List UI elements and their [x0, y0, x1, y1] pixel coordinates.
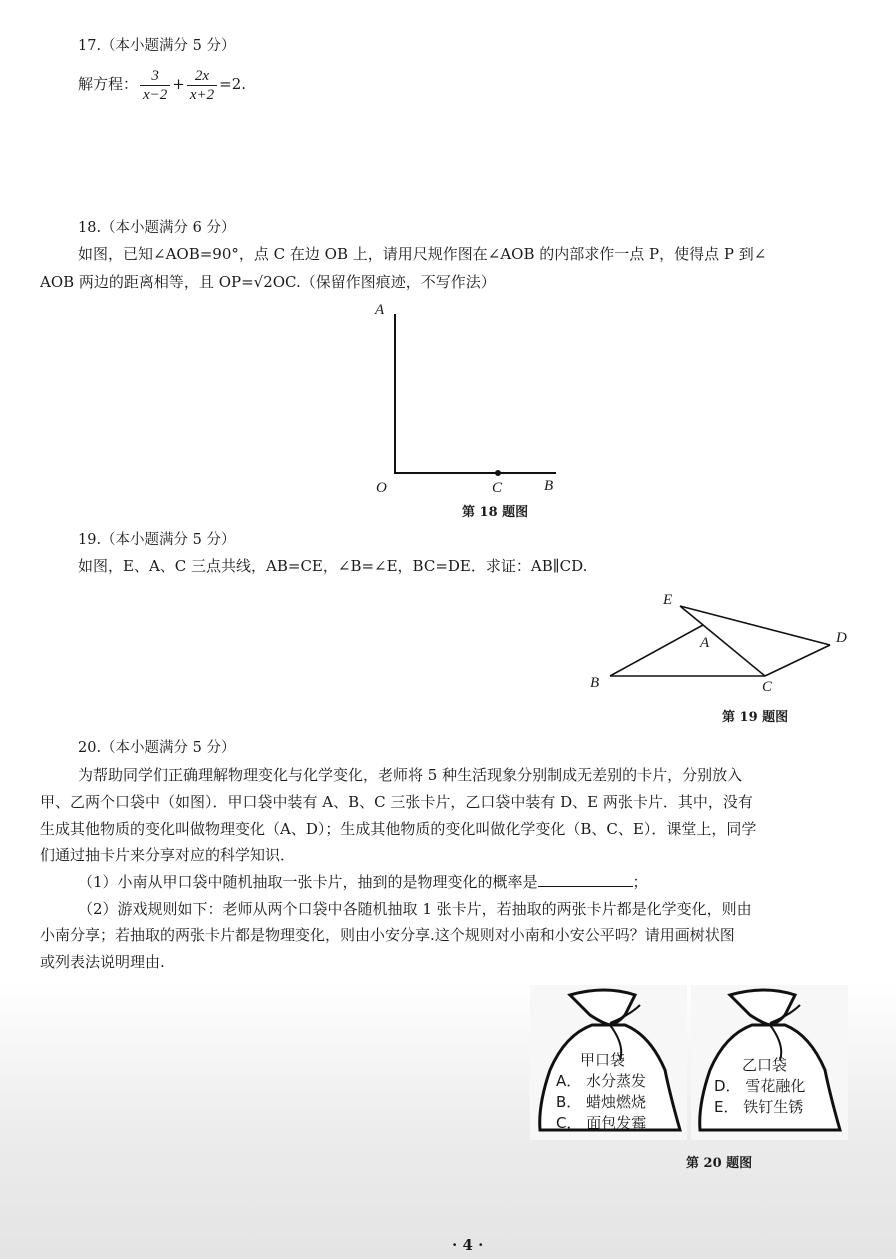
- answer-blank: [538, 872, 633, 887]
- plus: +: [172, 75, 185, 93]
- numerator: 2x: [187, 67, 217, 86]
- figure-20-caption: 第 20 题图: [686, 1156, 753, 1171]
- label-A: A: [375, 302, 385, 318]
- numerator: 3: [140, 67, 170, 86]
- q18-line1: 如图，已知∠AOB=90°，点 C 在边 OB 上，请用尺规作图在∠AOB 的内部求作一点 P，使得点 P 到∠: [78, 245, 767, 263]
- label-D: D: [836, 630, 847, 646]
- q17-prompt: 解方程：: [78, 75, 139, 93]
- label-A: A: [700, 635, 710, 651]
- part1-end: ；: [632, 873, 648, 891]
- bag2-title: 乙口袋: [742, 1056, 788, 1074]
- bag2-item: E． 铁钉生锈: [714, 1098, 804, 1116]
- bag1-item: C． 面包发霉: [556, 1114, 647, 1132]
- q20-header: 20.（本小题满分 5 分）: [78, 740, 236, 756]
- part1-text: （1）小南从甲口袋中随机抽取一张卡片，抽到的是物理变化的概率是: [78, 873, 538, 891]
- label-B: B: [544, 478, 554, 494]
- q19-text: 如图，E、A、C 三点共线，AB=CE，∠B=∠E，BC=DE．求证：AB∥CD.: [78, 557, 588, 575]
- q17-header: 17.（本小题满分 5 分）: [78, 38, 236, 54]
- q20-part2-line: 小南分享；若抽取的两张卡片都是物理变化，则由小安分享.这个规则对小南和小安公平吗？请用画树状图: [40, 926, 735, 944]
- q19-header: 19.（本小题满分 5 分）: [78, 532, 236, 548]
- q20-part2-line: 或列表法说明理由.: [40, 953, 165, 971]
- page-number: · 4 ·: [452, 1236, 484, 1254]
- q20-para-line: 为帮助同学们正确理解物理变化与化学变化，老师将 5 种生活现象分别制成无差别的卡片，分别放入: [78, 766, 743, 784]
- label-B: B: [590, 675, 600, 691]
- label-E: E: [663, 592, 673, 608]
- bag1-item: B． 蜡烛燃烧: [556, 1093, 647, 1111]
- figure-18-caption: 第 18 题图: [462, 505, 529, 520]
- label-C: C: [762, 679, 773, 695]
- denominator: x+2: [189, 86, 215, 103]
- q20-para-line: 们通过抽卡片来分享对应的科学知识．: [40, 846, 296, 864]
- figure-18: [394, 314, 556, 476]
- label-C: C: [492, 480, 503, 496]
- q20-para-line: 生成其他物质的变化叫做物理变化（A、D）；生成其他物质的变化叫做化学变化（B、C、E）．课堂上，同学: [40, 820, 757, 838]
- q20-part1: [78, 872, 648, 892]
- denominator: x−2: [143, 86, 168, 103]
- q20-part2-line: （2）游戏规则如下：老师从两个口袋中各随机抽取 1 张卡片，若抽取的两张卡片都是化学变化，则由: [78, 900, 752, 918]
- bag2-item: D． 雪花融化: [714, 1077, 806, 1095]
- figure-19: [610, 606, 830, 676]
- rhs: =2.: [219, 75, 247, 93]
- bag1-title: 甲口袋: [580, 1051, 626, 1069]
- label-O: O: [376, 480, 387, 496]
- q20-para-line: 甲、乙两个口袋中（如图）．甲口袋中装有 A、B、C 三张卡片，乙口袋中装有 D、E 两张卡片．其中，没有: [40, 793, 753, 811]
- q18-line2: AOB 两边的距离相等，且 OP=√2OC.（保留作图痕迹，不写作法）: [40, 273, 496, 291]
- bag1-item: A． 水分蒸发: [556, 1072, 647, 1090]
- figure-19-caption: 第 19 题图: [722, 710, 789, 725]
- q18-header: 18.（本小题满分 6 分）: [78, 220, 236, 236]
